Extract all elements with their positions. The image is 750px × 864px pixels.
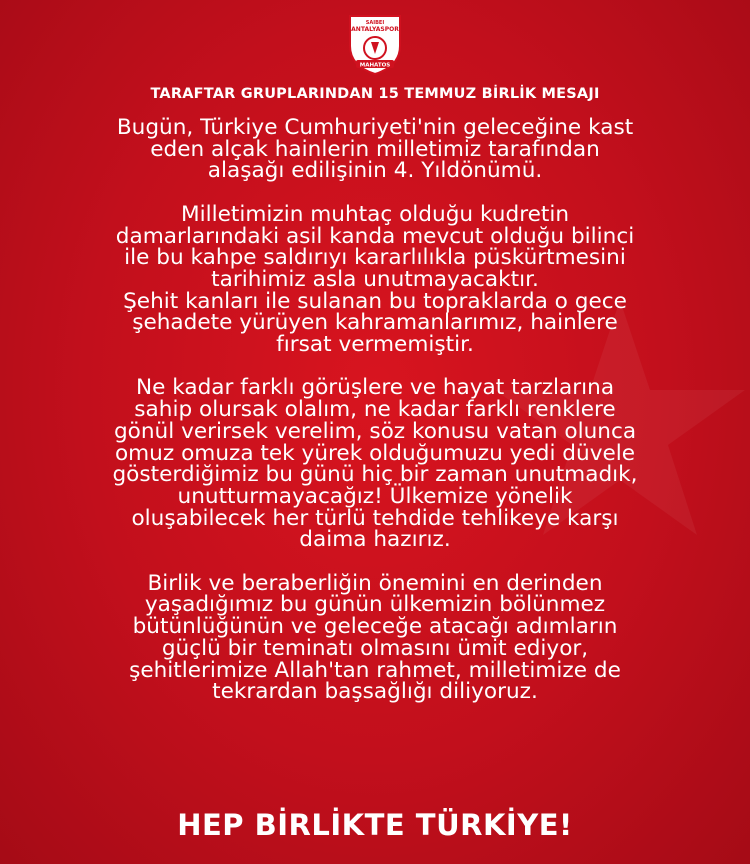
- slogan-heading: HEP BİRLİKTE TÜRKİYE!: [177, 808, 573, 842]
- message-body: Bugün, Türkiye Cumhuriyeti'nin geleceğine kast eden alçak hainlerin milletimiz tarafından alaşağı edilişinin 4. Yıldönümü. Milletimizin muhtaç olduğu kudretin damarlarındaki asil kanda mevcut olduğu bilinci ile bu kahpe saldırıyı kararlılıkla püskürtmesini tarihimiz asla unutmayacaktır. Şehit kanları ile sulanan bu topraklarda o gece şehadete yürüyen kahramanlarımız, hainlere fırsat vermemiştir. Ne kadar farklı görüşlere ve hayat tarzlarına sahip olursak olalım, ne kadar farklı renklere gönül verirsek verelim, söz konusu vatan olunca omuz omuza tek yürek olduğumuzu yedi düvele gösterdiğimiz bu günü hiç bir zaman unutmadık, unutturmayacağız! Ülkemize yönelik oluşabilecek her türlü tehdide tehlikeye karşı daima hazırız. Birlik ve beraberliğin önemini en derinden yaşadığımız bu günün ülkemizin bölünmez bütünlüğünün ve geleceğe atacağı adımların güçlü bir teminatı olmasını ümit ediyor, şehitlerimize Allah'tan rahmet, milletimize de tekrardan başsağlığı diliyoruz.: [112, 115, 638, 705]
- club-crest-logo: [344, 10, 406, 76]
- crest-top-text: SAIBEI: [365, 20, 385, 26]
- crest-club-name: ANTALYASPOR: [351, 26, 399, 33]
- message-title: TARAFTAR GRUPLARINDAN 15 TEMMUZ BİRLİK MESAJI: [150, 86, 600, 102]
- crest-bottom-text: MAHATOS: [359, 62, 391, 69]
